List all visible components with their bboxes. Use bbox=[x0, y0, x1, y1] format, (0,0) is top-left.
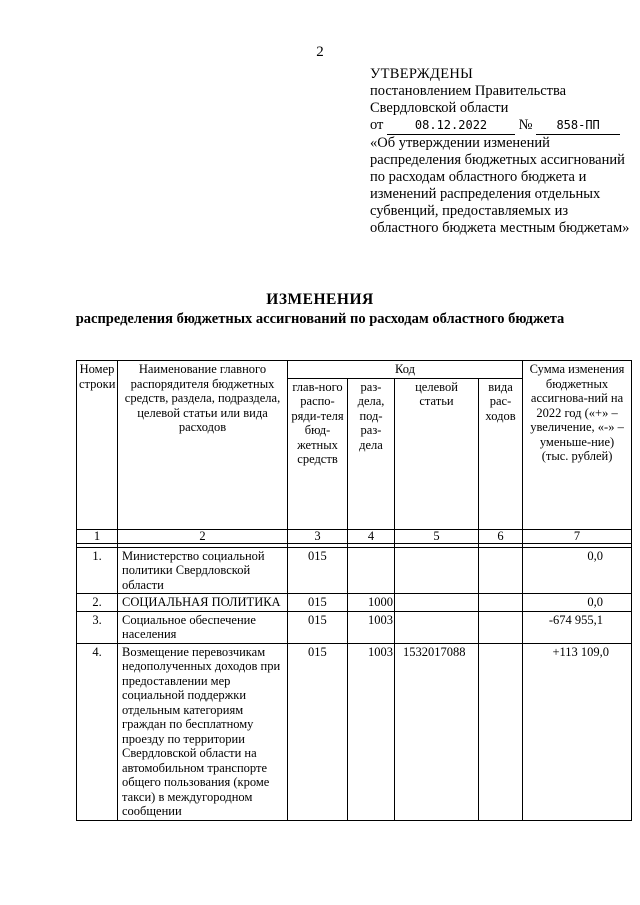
index-cell: 6 bbox=[479, 529, 523, 543]
row-sum: 0,0 bbox=[523, 547, 632, 594]
row-number: 2. bbox=[77, 594, 118, 612]
header-code-main: глав-ного распо-ряди-теля бюд-жетных средств bbox=[288, 378, 348, 529]
approval-number: 858-ПП bbox=[536, 117, 620, 135]
number-prefix: № bbox=[518, 117, 533, 133]
row-number: 4. bbox=[77, 643, 118, 820]
header-row-number: Номер строки bbox=[77, 361, 118, 530]
header-code-target: целевой статьи bbox=[395, 378, 479, 529]
row-code-section: 1003 bbox=[348, 611, 395, 643]
row-name: СОЦИАЛЬНАЯ ПОЛИТИКА bbox=[118, 594, 288, 612]
header-sum: Сумма изменения бюджетных ассигнова-ний на 2022 год («+» – увеличение, «-» – уменьше-ние) (тыс. рублей) bbox=[523, 361, 632, 530]
row-code-main: 015 bbox=[288, 594, 348, 612]
row-code-target: 1532017088 bbox=[395, 643, 479, 820]
row-code-target bbox=[395, 611, 479, 643]
index-cell: 4 bbox=[348, 529, 395, 543]
approval-date: 08.12.2022 bbox=[387, 117, 515, 135]
row-code-section: 1003 bbox=[348, 643, 395, 820]
row-sum: +113 109,0 bbox=[523, 643, 632, 820]
table-row bbox=[77, 547, 632, 594]
row-code-section bbox=[348, 547, 395, 594]
approval-heading: УТВЕРЖДЕНЫ bbox=[370, 66, 474, 82]
row-code-type bbox=[479, 547, 523, 594]
table-row bbox=[77, 643, 632, 820]
header-code-section: раз-дела, под-раз-дела bbox=[348, 378, 395, 529]
index-cell: 7 bbox=[523, 529, 632, 543]
table-row bbox=[77, 611, 632, 643]
row-code-section: 1000 bbox=[348, 594, 395, 612]
row-code-main: 015 bbox=[288, 611, 348, 643]
index-cell: 2 bbox=[118, 529, 288, 543]
row-sum: -674 955,1 bbox=[523, 611, 632, 643]
approval-line-1: постановлением Правительства bbox=[370, 83, 567, 99]
index-cell: 3 bbox=[288, 529, 348, 543]
header-name: Наименование главного распорядителя бюджетных средств, раздела, подраздела, целевой статьи или вида расходов bbox=[118, 361, 288, 530]
approval-doc-title: «Об утверждении изменений распределения бюджетных ассигнований по расходам областного бюджета и изменений распределения отдельных субвенций, предоставляемых из областного бюджета местным бюджетам» bbox=[370, 135, 630, 236]
header-row bbox=[77, 361, 632, 379]
document-title: ИЗМЕНЕНИЯ bbox=[266, 291, 374, 308]
budget-changes-table bbox=[76, 360, 632, 821]
row-code-target bbox=[395, 594, 479, 612]
row-name: Социальное обеспечение населения bbox=[118, 611, 288, 643]
document-subtitle: распределения бюджетных ассигнований по расходам областного бюджета bbox=[75, 311, 565, 327]
approval-line-2: Свердловской области bbox=[370, 100, 509, 116]
header-code: Код bbox=[288, 361, 523, 379]
row-code-main: 015 bbox=[288, 547, 348, 594]
row-code-type bbox=[479, 611, 523, 643]
index-cell: 5 bbox=[395, 529, 479, 543]
row-number: 3. bbox=[77, 611, 118, 643]
approval-date-line bbox=[370, 117, 632, 135]
date-prefix: от bbox=[370, 117, 384, 133]
row-number: 1. bbox=[77, 547, 118, 594]
row-code-main: 015 bbox=[288, 643, 348, 820]
row-code-target bbox=[395, 547, 479, 594]
row-code-type bbox=[479, 594, 523, 612]
approval-block bbox=[370, 66, 632, 237]
index-cell: 1 bbox=[77, 529, 118, 543]
row-name: Министерство социальной политики Свердловской области bbox=[118, 547, 288, 594]
table-row bbox=[77, 594, 632, 612]
header-code-type: вида рас-ходов bbox=[479, 378, 523, 529]
row-name: Возмещение перевозчикам недополученных доходов при предоставлении мер социальной поддержки отдельным категориям граждан по бесплатному проезду по территории Свердловской области на автомобильном транспорте общего пользования (кроме такси) в междугородном сообщении bbox=[118, 643, 288, 820]
page-number: 2 bbox=[316, 44, 324, 60]
row-code-type bbox=[479, 643, 523, 820]
row-sum: 0,0 bbox=[523, 594, 632, 612]
index-row bbox=[77, 529, 632, 543]
